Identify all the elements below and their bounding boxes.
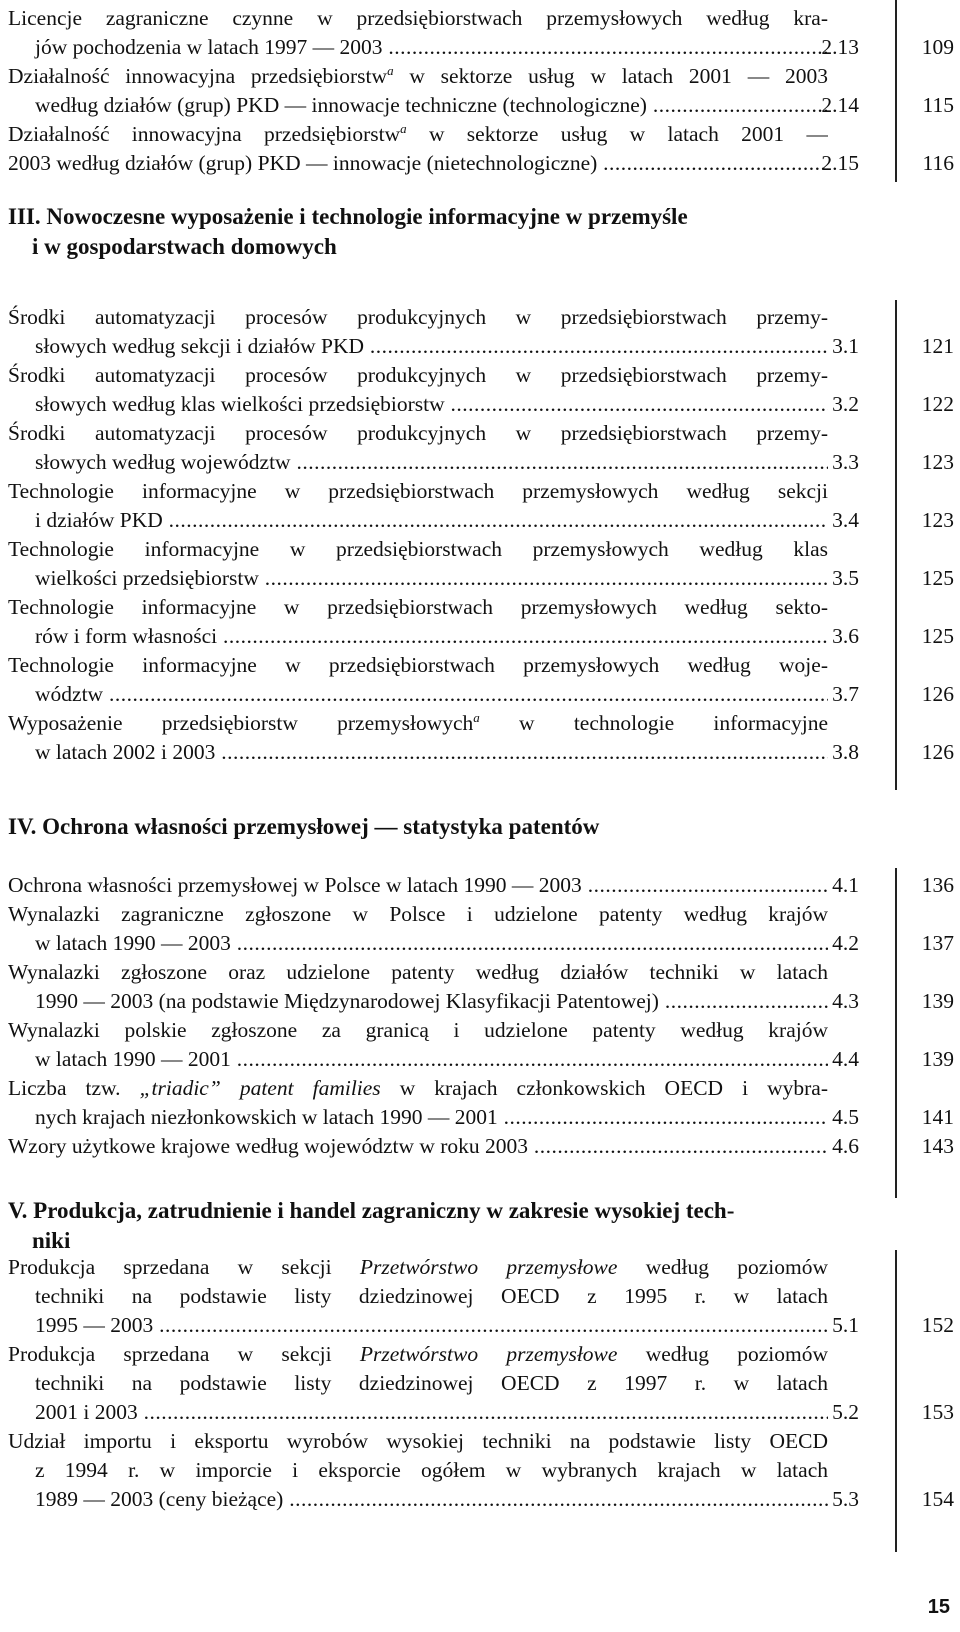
- table-number: 3.8: [832, 740, 859, 764]
- entry-text: w latach 1990 — 2003 .....: [8, 929, 828, 958]
- page-ref: 123: [921, 508, 954, 532]
- toc-entry[interactable]: [8, 477, 828, 535]
- entry-text: Technologie informacyjne w przedsiębiorstwach przemysłowych według woje-: [8, 653, 828, 677]
- toc-entry[interactable]: [8, 1427, 828, 1514]
- toc-entry[interactable]: [8, 871, 828, 900]
- entry-text: Ochrona własności przemysłowej w Polsce w latach 1990 — 2003 .....: [8, 871, 828, 900]
- table-number: 4.4: [832, 1047, 859, 1071]
- table-number: 4.1: [832, 873, 859, 897]
- table-number: 3.1: [832, 334, 859, 358]
- page-ref: 153: [921, 1400, 954, 1424]
- table-number: 4.2: [832, 931, 859, 955]
- toc-entry[interactable]: [8, 651, 828, 709]
- column-rule: [895, 1250, 897, 1552]
- toc-entry[interactable]: [8, 1074, 828, 1132]
- entry-text: techniki na podstawie listy dziedzinowej OECD z 1995 r. w latach: [35, 1284, 828, 1308]
- page-ref: 126: [921, 682, 954, 706]
- entry-text: techniki na podstawie listy dziedzinowej OECD z 1997 r. w latach: [35, 1371, 828, 1395]
- entry-text: 1995 — 2003 .....: [8, 1311, 828, 1340]
- page-ref: 143: [921, 1134, 954, 1158]
- table-number: 5.2: [832, 1400, 859, 1424]
- table-number: 4.3: [832, 989, 859, 1013]
- entry-text: Liczba tzw. „triadic” patent families w krajach członkowskich OECD i wybra-: [8, 1076, 828, 1100]
- page-ref: 136: [921, 873, 954, 897]
- entry-text: słowych według województw .....: [8, 448, 828, 477]
- entry-text: Wzory użytkowe krajowe według województw w roku 2003 .....: [8, 1132, 828, 1161]
- entry-text: Środki automatyzacji procesów produkcyjnych w przedsiębiorstwach przemy-: [8, 363, 828, 387]
- table-number: 2.13: [821, 35, 859, 59]
- entry-text: i działów PKD .....: [8, 506, 828, 535]
- toc-entry[interactable]: [8, 593, 828, 651]
- toc-entry[interactable]: [8, 1016, 828, 1074]
- page-ref: 139: [921, 1047, 954, 1071]
- entry-text: jów pochodzenia w latach 1997 — 2003 .....: [8, 33, 828, 62]
- entry-text: 1989 — 2003 (ceny bieżące) .....: [8, 1485, 828, 1514]
- entry-text: według działów (grup) PKD — innowacje techniczne (technologiczne) .....: [8, 91, 828, 120]
- entry-text: Wyposażenie przedsiębiorstw przemysłowych$^a$ w technologie informacyjne: [8, 709, 828, 735]
- toc-entry[interactable]: [8, 958, 828, 1016]
- entry-text: Działalność innowacyjna przedsiębiorstw$^a$ w sektorze usług w latach 2001 —: [8, 120, 828, 146]
- table-number: 3.7: [832, 682, 859, 706]
- page-number: 15: [927, 1596, 950, 1618]
- toc-entry[interactable]: [8, 900, 828, 958]
- page-ref: 126: [921, 740, 954, 764]
- page-ref: 116: [922, 151, 954, 175]
- column-rule: [895, 300, 897, 790]
- toc-entry[interactable]: [8, 361, 828, 419]
- table-number: 4.5: [832, 1105, 859, 1129]
- section-heading: V. Produkcja, zatrudnienie i handel zagraniczny w zakresie wysokiej tech- niki: [8, 1198, 735, 1253]
- entry-text: Licencje zagraniczne czynne w przedsiębiorstwach przemysłowych według kra-: [8, 6, 828, 30]
- entry-text: Technologie informacyjne w przedsiębiorstwach przemysłowych według sekcji: [8, 479, 828, 503]
- page-ref: 154: [921, 1487, 954, 1511]
- toc-entry[interactable]: [8, 709, 828, 767]
- toc-entry[interactable]: [8, 120, 828, 178]
- table-number: 2.14: [821, 93, 859, 117]
- table-number: 3.4: [832, 508, 859, 532]
- entry-text: Środki automatyzacji procesów produkcyjnych w przedsiębiorstwach przemy-: [8, 421, 828, 445]
- table-number: 5.3: [832, 1487, 859, 1511]
- page-ref: 125: [921, 624, 954, 648]
- toc-entry[interactable]: [8, 535, 828, 593]
- column-rule: [895, 868, 897, 1198]
- entry-text: w latach 2002 i 2003 .....: [8, 738, 828, 767]
- toc-entry[interactable]: [8, 1340, 828, 1427]
- page-ref: 123: [921, 450, 954, 474]
- entry-text: nych krajach niezłonkowskich w latach 1990 — 2001 .....: [8, 1103, 828, 1132]
- table-number: 5.1: [832, 1313, 859, 1337]
- section-heading: IV. Ochrona własności przemysłowej — statystyka patentów: [8, 814, 600, 839]
- entry-text: 1990 — 2003 (na podstawie Międzynarodowej Klasyfikacji Patentowej) .....: [8, 987, 828, 1016]
- entry-text: Produkcja sprzedana w sekcji Przetwórstwo przemysłowe według poziomów: [8, 1255, 828, 1279]
- toc-entry[interactable]: [8, 303, 828, 361]
- entry-text: słowych według klas wielkości przedsiębiorstw .....: [8, 390, 828, 419]
- entry-text: Wynalazki zgłoszone oraz udzielone patenty według działów techniki w latach: [8, 960, 828, 984]
- table-number: 3.2: [832, 392, 859, 416]
- entry-text: 2003 według działów (grup) PKD — innowacje (nietechnologiczne) .....: [8, 149, 828, 178]
- section-heading: III. Nowoczesne wyposażenie i technologie informacyjne w przemyśle i w gospodarstwach domowych: [8, 204, 688, 259]
- page-ref: 115: [922, 93, 954, 117]
- toc-entry[interactable]: [8, 4, 828, 62]
- entry-text: słowych według sekcji i działów PKD .....: [8, 332, 828, 361]
- column-rule: [895, 0, 897, 182]
- page-ref: 141: [921, 1105, 954, 1129]
- entry-text: w latach 1990 — 2001 .....: [8, 1045, 828, 1074]
- entry-text: 2001 i 2003 .....: [8, 1398, 828, 1427]
- table-number: 3.6: [832, 624, 859, 648]
- entry-text: Technologie informacyjne w przedsiębiorstwach przemysłowych według klas: [8, 537, 828, 561]
- entry-text: Działalność innowacyjna przedsiębiorstw$^a$ w sektorze usług w latach 2001 — 2003: [8, 62, 828, 88]
- entry-text: wództw .....: [8, 680, 828, 709]
- entry-text: wielkości przedsiębiorstw .....: [8, 564, 828, 593]
- entry-text: z 1994 r. w imporcie i eksporcie ogółem w wybranych krajach w latach: [35, 1458, 828, 1482]
- toc-entry[interactable]: [8, 62, 828, 120]
- entry-text: Udział importu i eksportu wyrobów wysokiej techniki na podstawie listy OECD: [8, 1429, 828, 1453]
- toc-entry[interactable]: [8, 1253, 828, 1340]
- table-number: 2.15: [821, 151, 859, 175]
- table-number: 3.3: [832, 450, 859, 474]
- entry-text: Technologie informacyjne w przedsiębiorstwach przemysłowych według sekto-: [8, 595, 828, 619]
- toc-entry[interactable]: [8, 419, 828, 477]
- page-ref: 137: [921, 931, 954, 955]
- table-number: 3.5: [832, 566, 859, 590]
- toc-entry[interactable]: [8, 1132, 828, 1161]
- entry-text: Wynalazki zagraniczne zgłoszone w Polsce i udzielone patenty według krajów: [8, 902, 828, 926]
- page-ref: 122: [921, 392, 954, 416]
- entry-text: Produkcja sprzedana w sekcji Przetwórstwo przemysłowe według poziomów: [8, 1342, 828, 1366]
- page-ref: 139: [921, 989, 954, 1013]
- entry-text: Wynalazki polskie zgłoszone za granicą i udzielone patenty według krajów: [8, 1018, 828, 1042]
- entry-text: rów i form własności .....: [8, 622, 828, 651]
- entry-text: Środki automatyzacji procesów produkcyjnych w przedsiębiorstwach przemy-: [8, 305, 828, 329]
- page-ref: 152: [921, 1313, 954, 1337]
- page-ref: 121: [921, 334, 954, 358]
- page-ref: 109: [921, 35, 954, 59]
- table-number: 4.6: [832, 1134, 859, 1158]
- page-ref: 125: [921, 566, 954, 590]
